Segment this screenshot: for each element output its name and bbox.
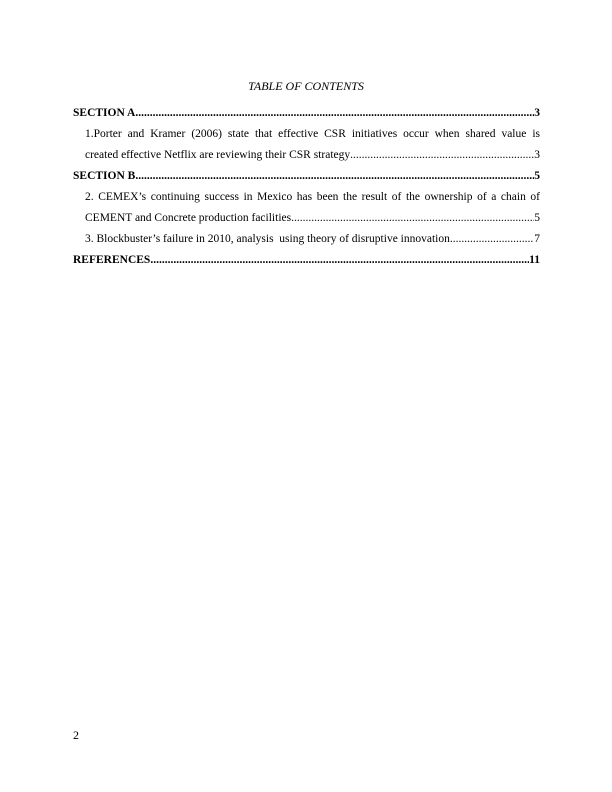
page-number: 2	[73, 728, 79, 742]
toc-leader-dots	[150, 250, 529, 271]
toc-entry-text-line1: 2. CEMEX’s continuing success in Mexico has been the result of the ownership of a chain of	[85, 191, 540, 203]
toc-leader-dots	[350, 145, 534, 166]
toc-leader-dots	[135, 166, 534, 187]
toc-leader-dots	[450, 229, 534, 250]
toc-leader-dots	[135, 103, 534, 124]
toc-page-number: 3	[534, 107, 540, 119]
toc-entry-blockbuster[interactable]	[73, 229, 540, 250]
toc-page-number: 5	[534, 212, 540, 224]
toc-entry-text-line1: 1.Porter and Kramer (2006) state that effective CSR initiatives occur when shared value is	[85, 128, 540, 140]
toc-entry-text: 3. Blockbuster’s failure in 2010, analysis using theory of disruptive innovation	[85, 233, 450, 245]
toc-entry-text: REFERENCES	[73, 254, 151, 266]
toc-entry-text: SECTION B	[73, 170, 136, 182]
toc-entry-text-line2: created effective Netflix are reviewing their CSR strategy	[85, 149, 351, 161]
toc-entry-porter-kramer[interactable]	[73, 124, 540, 166]
toc-page-number: 3	[534, 149, 540, 161]
toc-entry-text-line2: CEMENT and Concrete production facilities	[85, 212, 292, 224]
toc-page-number: 11	[529, 254, 540, 266]
toc-entry-references[interactable]	[73, 250, 540, 271]
toc-leader-dots	[291, 208, 534, 229]
toc-list	[73, 103, 540, 271]
toc-page-number: 5	[534, 170, 540, 182]
toc-page-number: 7	[534, 233, 540, 245]
toc-entry-section-b[interactable]	[73, 166, 540, 187]
toc-entry-section-a[interactable]	[73, 103, 540, 124]
toc-title: TABLE OF CONTENTS	[248, 79, 364, 93]
toc-entry-cemex[interactable]	[73, 187, 540, 229]
toc-entry-text: SECTION A	[73, 107, 136, 119]
